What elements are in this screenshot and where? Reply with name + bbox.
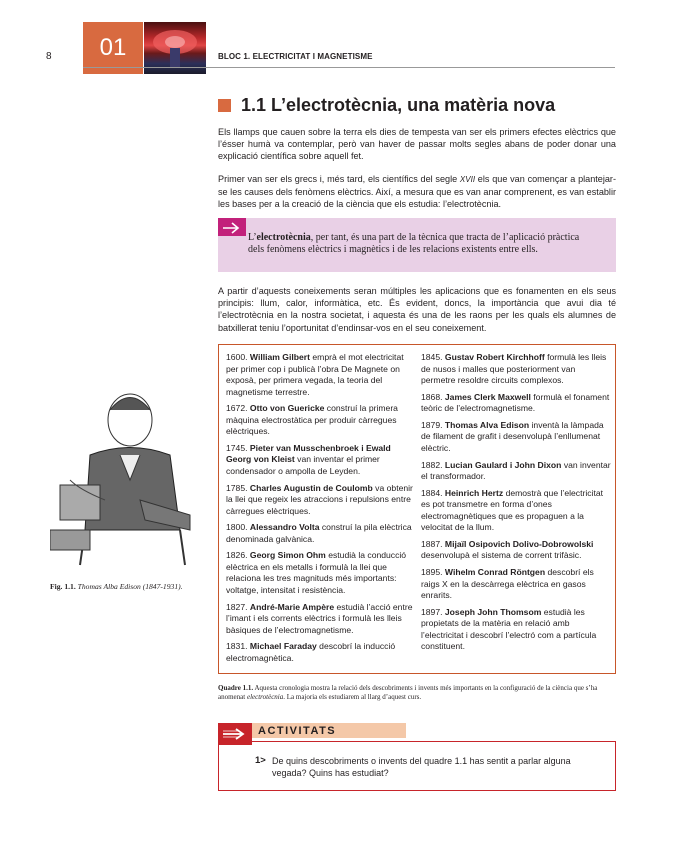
chronology-column-1 [226, 352, 414, 670]
quadre-caption-end: . La majoria els estudiarem al llarg d’aquest curs. [283, 693, 422, 701]
timeline-year: 1672. [226, 403, 248, 414]
chapter-number-badge: 01 [83, 22, 143, 74]
bloc-title: BLOC 1. ELECTRICITAT I MAGNETISME [218, 52, 373, 61]
timeline-entry [421, 539, 611, 562]
quadre-caption-em: electrotècnia [246, 693, 284, 701]
timeline-year: 1895. [421, 567, 443, 578]
timeline-name: James Clerk Maxwell [444, 391, 531, 402]
timeline-text: demostrà que l’electricitat es pot transmetre en forma d’ones electromagnètiques que es propaguen a la velocitat de la llum. [421, 487, 604, 533]
timeline-entry [226, 602, 414, 637]
figure-label: Fig. 1.1. [50, 582, 76, 591]
timeline-text: formulà les lleis de nusos i malles que posteriorment van permetre resoldre circuits complexos. [421, 352, 607, 385]
timeline-name: Heinrich Hertz [444, 487, 504, 498]
section-title: 1.1 L’electrotècnia, una matèria nova [241, 95, 556, 115]
timeline-entry [226, 403, 414, 438]
timeline-name: Michael Faraday [249, 641, 317, 652]
activity-question: De quins descobriments o invents del quadre 1.1 has sentit a parlar alguna vegada? Quins has estudiat? [272, 756, 571, 778]
timeline-year: 1785. [226, 482, 248, 493]
timeline-entry [226, 443, 414, 478]
timeline-name: William Gilbert [249, 352, 310, 362]
definition-rest: , per tant, és una part de la tècnica que tracta de l’aplicació pràctica dels fenòmens elèctrics i magnètics i de les relacions existents entre ells. [248, 232, 580, 256]
timeline-year: 1897. [421, 606, 443, 617]
timeline-entry [226, 522, 414, 545]
timeline-year: 1800. [226, 522, 248, 533]
timeline-name: Georg Simon Ohm [249, 550, 326, 561]
timeline-name: Charles Augustin de Coulomb [249, 482, 373, 493]
timeline-year: 1884. [421, 487, 443, 498]
timeline-text: construí la pila elèctrica denominada galvànica. [226, 522, 412, 544]
activity-number: 1> [255, 755, 266, 766]
timeline-year: 1600. [226, 352, 248, 362]
timeline-name: Pieter van Musschenbroek i Ewald Georg von Kleist [226, 442, 391, 465]
timeline-entry [421, 567, 611, 602]
timeline-year: 1826. [226, 550, 248, 561]
timeline-text: construí la primera màquina electrostàtica per produir càrregues elèctriques. [226, 403, 398, 437]
timeline-text: emprà el mot electricitat per primer cop i publicà l’obra De Magnete on exposà, per primera vegada, la teoria del magnetisme terrestre. [226, 352, 404, 397]
timeline-text: van inventar el transformador. [421, 459, 611, 482]
timeline-year: 1745. [226, 442, 248, 453]
timeline-text: estudià l’acció entre l’imant i els corrents elèctrics i formulà les lleis bàsiques de l’electromagnetisme. [226, 601, 413, 635]
timeline-entry [226, 641, 414, 664]
century: XVII [459, 175, 476, 184]
timeline-entry [421, 392, 611, 415]
timeline-name: Mijaïl Osipovich Dolivo-Dobrowolski [444, 538, 594, 549]
section-square-icon [218, 99, 231, 112]
timeline-text: descobrí els raigs X en la descàrrega elèctrica en gasos enrarits. [421, 567, 594, 601]
timeline-name: Lucian Gaulard i John Dixon [444, 459, 562, 470]
timeline-text: inventà la làmpada de filament de grafit i desenvolupà l’enllumenat elèctric. [421, 419, 604, 453]
header-divider [83, 67, 615, 68]
quadre-caption [218, 684, 616, 702]
timeline-year: 1845. [421, 352, 443, 362]
timeline-name: Wihelm Conrad Röntgen [444, 567, 546, 578]
paragraph-2-start: Primer van ser els grecs i, més tard, els científics del segle [218, 174, 460, 184]
page-number: 8 [46, 51, 52, 62]
quadre-caption-start: Aquesta cronologia mostra la relació dels descobriments i invents més importants en la configuració de la ciència que s’ha anomenat [218, 684, 598, 701]
paragraph-3: A partir d’aquests coneixements seran múltiples les aplicacions que es fonamenten en els seus principis: llum, calor, informàtica, etc. És evident, doncs, la importància que avui dia té l’electrotècnia en la nostra societat, i aquesta és una de les raons per les quals els alumnes de batxillerat teniu l’oportunitat d’endinsar-vos en el seu coneixement. [218, 286, 616, 333]
timeline-text: va obtenir la llei que regeix les atraccions i repulsions entre càrregues elèctriques. [226, 482, 413, 516]
figure-caption [50, 582, 183, 591]
timeline-name: Thomas Alva Edison [444, 419, 530, 430]
timeline-year: 1831. [226, 641, 248, 652]
definition-prefix: L’ [248, 232, 257, 243]
timeline-entry [421, 488, 611, 534]
timeline-year: 1882. [421, 459, 443, 470]
timeline-name: Otto von Guericke [249, 403, 325, 414]
timeline-year: 1827. [226, 601, 248, 612]
timeline-entry [226, 483, 414, 518]
timeline-text: desenvolupà el sistema de corrent trifàsic. [421, 550, 582, 561]
timeline-text: formulà el fonament teòric de l’electromagnetisme. [421, 391, 610, 414]
paragraph-1: Els llamps que cauen sobre la terra els dies de tempesta van ser els primers efectes elèctrics que l’ésser humà va contemplar, però van haver de passar molts segles abans de poder donar una explicació científica sobre aquell fet. [218, 127, 616, 162]
timeline-year: 1879. [421, 419, 443, 430]
timeline-text: van inventar el primer condensador o ampolla de Leyden. [226, 454, 380, 476]
arrow-right-icon [222, 221, 242, 239]
timeline-entry [421, 420, 611, 455]
timeline-year: 1887. [421, 538, 443, 549]
paragraph-2 [218, 173, 616, 211]
timeline-name: Gustav Robert Kirchhoff [444, 352, 545, 362]
paragraph-2-end: els que van començar a plantejar-se les causes dels fenòmens elèctrics. Així, a mesura que es van anar comprenent, es van establir les bases per a la creació de la ciència que els estudia: l’electrotècnia. [218, 174, 616, 210]
timeline-name: Alessandro Volta [249, 522, 320, 533]
timeline-text: estudià les propietats de la matèria en relació amb l’electricitat i descobrí l’electró com a partícula constituent. [421, 606, 597, 652]
timeline-entry [226, 550, 414, 596]
chronology-column-2 [421, 352, 611, 658]
quadre-label: Quadre 1.1. [218, 684, 254, 692]
figure-caption-text: Thomas Alba Edison (1847-1931). [77, 582, 183, 591]
timeline-entry [421, 607, 611, 653]
activities-label: ACTIVITATS [258, 725, 337, 737]
definition-term: electrotècnia [256, 232, 311, 243]
timeline-entry [421, 352, 611, 387]
timeline-name: Joseph John Thomsom [444, 606, 542, 617]
timeline-year: 1868. [421, 391, 443, 402]
definition-text [248, 232, 588, 256]
timeline-text: descobrí la inducció electromagnètica. [226, 641, 396, 663]
timeline-text: estudià la conducció elèctrica en els metalls i formulà la llei que relaciona les tres magnituds més importants: voltatge, intensitat i resistència. [226, 550, 407, 595]
timeline-name: André-Marie Ampère [249, 601, 335, 612]
section-heading [218, 95, 555, 116]
timeline-entry [226, 352, 414, 398]
edison-illustration [50, 380, 200, 570]
timeline-entry [421, 460, 611, 483]
